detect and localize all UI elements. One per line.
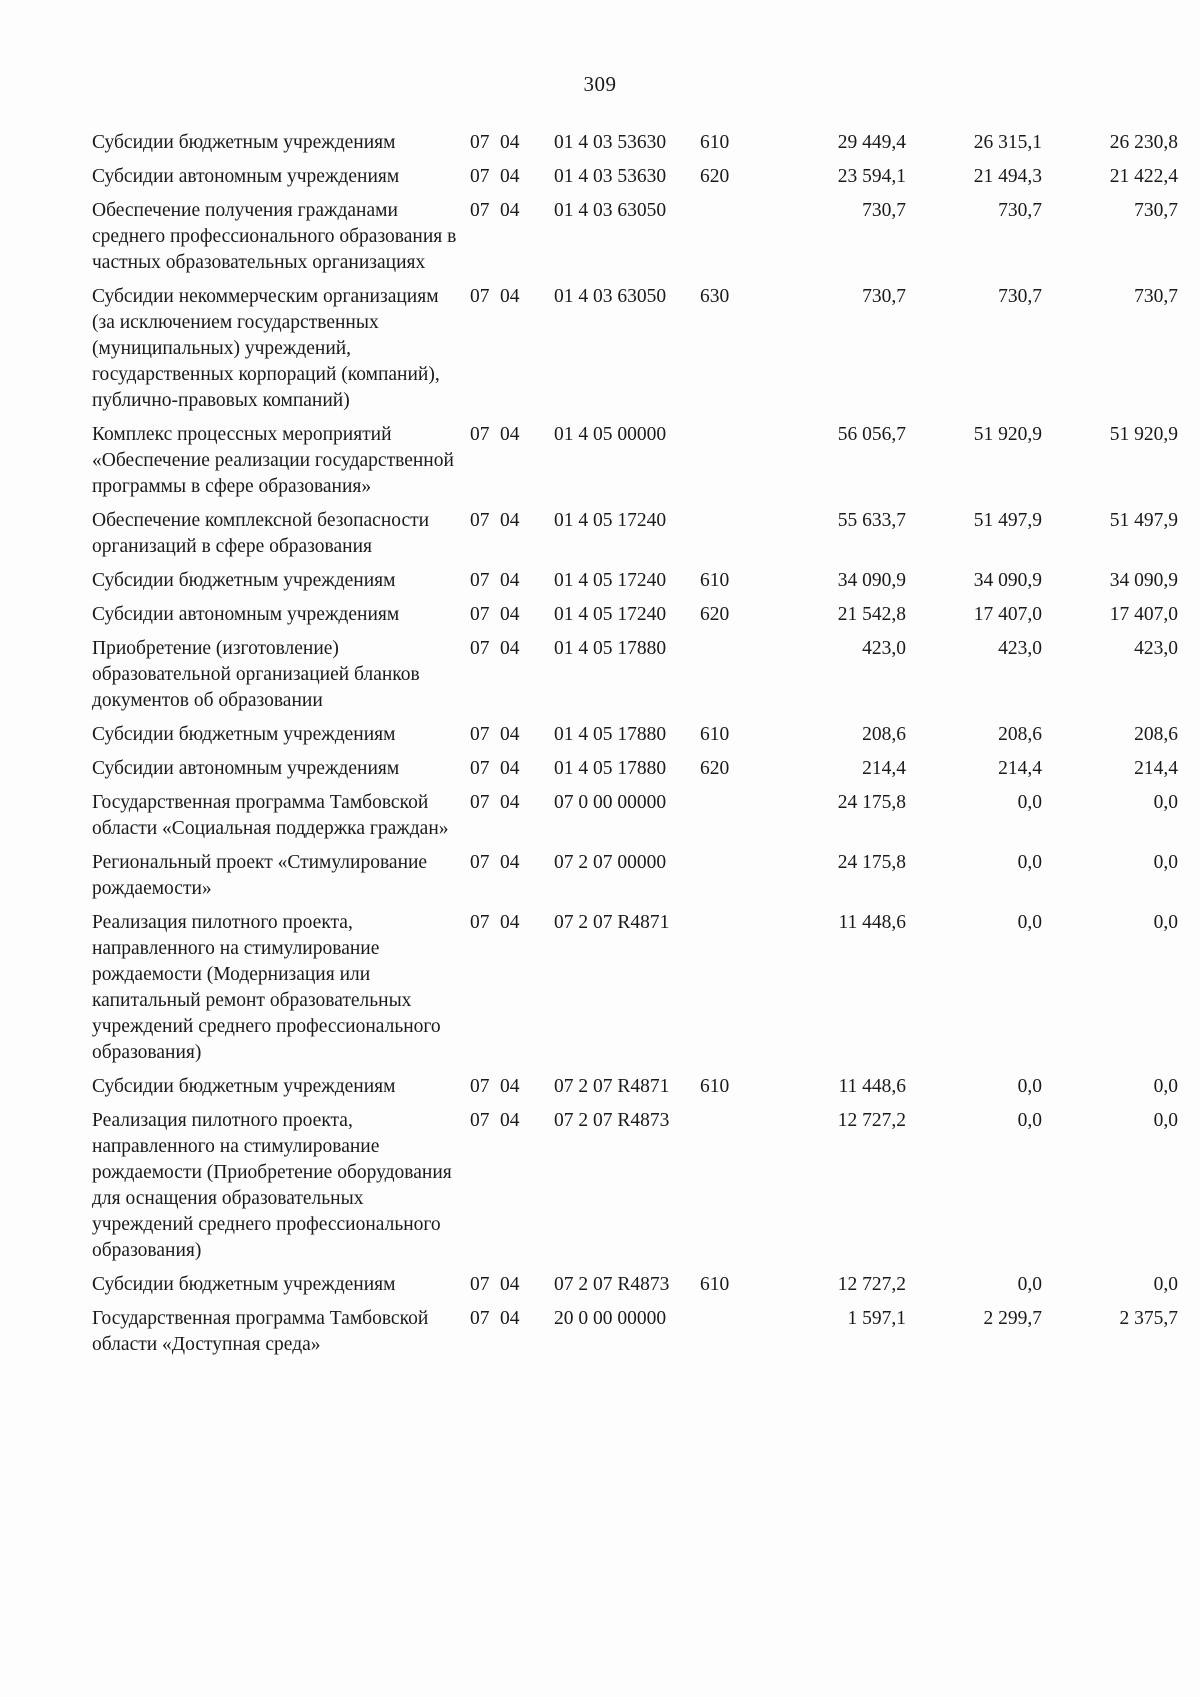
row-value-year2: 0,0 [1017,792,1042,813]
row-name: Субсидии бюджетным учреждениям [92,1274,396,1295]
row-expense-type [700,788,766,848]
row-section-code: 07 [470,424,490,445]
row-value-year1: 730,7 [862,200,906,221]
row-value-year1: 29 449,4 [837,132,906,153]
row-subsection-code: 04 [500,200,520,221]
row-value-year2: 2 299,7 [983,1308,1042,1329]
row-section [464,1072,554,1106]
row-target-code: 20 0 00 00000 [554,1308,667,1329]
row-target-code: 07 0 00 00000 [554,792,667,813]
row-target-code: 01 4 05 17880 [554,638,667,659]
table-row [92,1106,1178,1270]
row-value-year3: 2 375,7 [1119,1308,1178,1329]
row-value-year2: 34 090,9 [973,570,1042,591]
row-section-code: 07 [470,604,490,625]
row-value-year3: 17 407,0 [1109,604,1178,625]
table-row [92,1072,1178,1106]
row-value-year1: 24 175,8 [837,792,906,813]
row-value-year3: 0,0 [1153,1110,1178,1131]
row-value-year1: 730,7 [862,286,906,307]
row-expense-type [700,506,766,566]
table-row [92,566,1178,600]
budget-table-body [92,128,1178,1364]
row-value-year3: 730,7 [1134,200,1178,221]
row-target-code: 01 4 05 17240 [554,510,667,531]
row-value-year3: 21 422,4 [1109,166,1178,187]
row-section-code: 07 [470,1110,490,1131]
row-target-code: 07 2 07 R4873 [554,1110,670,1131]
row-name: Обеспечение комплексной безопасности организаций в сфере образования [92,510,430,557]
row-value-year3: 0,0 [1153,1076,1178,1097]
row-target-code: 01 4 03 63050 [554,200,667,221]
row-target-code: 01 4 05 00000 [554,424,667,445]
row-expense-type: 610 [700,570,730,591]
row-section [464,128,554,162]
row-value-year1: 24 175,8 [837,852,906,873]
row-name: Субсидии бюджетным учреждениям [92,1076,396,1097]
row-subsection-code: 04 [500,166,520,187]
row-section [464,1106,554,1270]
row-name: Реализация пилотного проекта, направленного на стимулирование рождаемости (Приобретение оборудования для оснащения образовательных учреждений среднего профессионального образования) [92,1110,452,1261]
row-value-year2: 423,0 [998,638,1042,659]
row-value-year2: 0,0 [1017,1274,1042,1295]
row-value-year1: 11 448,6 [838,912,906,933]
row-expense-type: 620 [700,758,730,779]
row-value-year3: 26 230,8 [1109,132,1178,153]
row-value-year1: 21 542,8 [837,604,906,625]
table-row [92,128,1178,162]
row-expense-type: 610 [700,1076,730,1097]
row-name: Приобретение (изготовление) образовательной организацией бланков документов об образовании [92,638,420,711]
row-expense-type: 610 [700,724,730,745]
row-subsection-code: 04 [500,1308,520,1329]
row-section [464,634,554,720]
row-target-code: 01 4 03 63050 [554,286,667,307]
row-section [464,908,554,1072]
row-name: Субсидии автономным учреждениям [92,166,400,187]
table-row [92,196,1178,282]
table-row [92,908,1178,1072]
row-section [464,196,554,282]
row-section [464,1304,554,1364]
row-value-year2: 0,0 [1017,852,1042,873]
row-expense-type [700,848,766,908]
row-value-year1: 12 727,2 [837,1110,906,1131]
row-value-year2: 26 315,1 [973,132,1042,153]
row-value-year3: 0,0 [1153,852,1178,873]
table-row [92,1304,1178,1364]
row-expense-type: 620 [700,166,730,187]
row-expense-type: 630 [700,286,730,307]
row-subsection-code: 04 [500,792,520,813]
row-section-code: 07 [470,724,490,745]
row-expense-type [700,908,766,1072]
row-value-year2: 17 407,0 [973,604,1042,625]
row-subsection-code: 04 [500,132,520,153]
row-value-year2: 214,4 [998,758,1042,779]
row-value-year3: 0,0 [1153,912,1178,933]
row-subsection-code: 04 [500,1110,520,1131]
row-value-year3: 730,7 [1134,286,1178,307]
row-value-year1: 423,0 [862,638,906,659]
row-target-code: 01 4 05 17880 [554,724,667,745]
row-section-code: 07 [470,570,490,591]
table-row [92,1270,1178,1304]
row-value-year2: 0,0 [1017,1110,1042,1131]
row-value-year2: 21 494,3 [973,166,1042,187]
row-value-year1: 1 597,1 [847,1308,906,1329]
row-subsection-code: 04 [500,638,520,659]
row-value-year2: 0,0 [1017,1076,1042,1097]
row-section-code: 07 [470,1274,490,1295]
row-value-year2: 208,6 [998,724,1042,745]
row-section-code: 07 [470,510,490,531]
row-value-year2: 51 497,9 [973,510,1042,531]
row-value-year3: 34 090,9 [1109,570,1178,591]
row-section [464,1270,554,1304]
row-section-code: 07 [470,1308,490,1329]
row-value-year1: 208,6 [862,724,906,745]
table-row [92,788,1178,848]
row-section-code: 07 [470,758,490,779]
row-name: Субсидии автономным учреждениям [92,604,400,625]
row-section [464,506,554,566]
table-row [92,506,1178,566]
row-value-year1: 12 727,2 [837,1274,906,1295]
row-subsection-code: 04 [500,510,520,531]
row-value-year1: 55 633,7 [837,510,906,531]
table-row [92,420,1178,506]
table-row [92,162,1178,196]
row-section [464,420,554,506]
row-section-code: 07 [470,852,490,873]
budget-table [92,128,1178,1364]
row-section-code: 07 [470,1076,490,1097]
row-name: Государственная программа Тамбовской области «Доступная среда» [92,1308,429,1355]
table-row [92,282,1178,420]
table-row [92,720,1178,754]
row-section-code: 07 [470,132,490,153]
row-section [464,848,554,908]
table-row [92,848,1178,908]
row-section [464,566,554,600]
row-target-code: 01 4 05 17880 [554,758,667,779]
row-expense-type [700,634,766,720]
row-expense-type [700,1304,766,1364]
row-target-code: 01 4 03 53630 [554,132,667,153]
row-section [464,720,554,754]
row-name: Субсидии бюджетным учреждениям [92,132,396,153]
row-name: Региональный проект «Стимулирование рождаемости» [92,852,428,899]
row-section-code: 07 [470,200,490,221]
row-value-year1: 11 448,6 [838,1076,906,1097]
row-value-year1: 214,4 [862,758,906,779]
row-expense-type [700,420,766,506]
row-section [464,600,554,634]
row-section [464,282,554,420]
table-row [92,634,1178,720]
row-section [464,788,554,848]
row-target-code: 07 2 07 R4873 [554,1274,670,1295]
row-value-year1: 23 594,1 [837,166,906,187]
row-value-year1: 34 090,9 [837,570,906,591]
row-target-code: 01 4 05 17240 [554,570,667,591]
row-subsection-code: 04 [500,1076,520,1097]
row-value-year2: 51 920,9 [973,424,1042,445]
row-section-code: 07 [470,166,490,187]
row-value-year3: 0,0 [1153,792,1178,813]
row-target-code: 01 4 03 53630 [554,166,667,187]
row-name: Обеспечение получения гражданами среднего профессионального образования в частных образовательных организациях [92,200,457,273]
row-target-code: 01 4 05 17240 [554,604,667,625]
row-value-year3: 214,4 [1134,758,1178,779]
row-subsection-code: 04 [500,758,520,779]
row-section-code: 07 [470,792,490,813]
row-value-year3: 51 497,9 [1109,510,1178,531]
row-name: Субсидии бюджетным учреждениям [92,724,396,745]
row-name: Государственная программа Тамбовской области «Социальная поддержка граждан» [92,792,449,839]
row-value-year2: 730,7 [998,200,1042,221]
table-row [92,600,1178,634]
row-subsection-code: 04 [500,424,520,445]
row-value-year3: 0,0 [1153,1274,1178,1295]
row-subsection-code: 04 [500,912,520,933]
row-section-code: 07 [470,638,490,659]
row-target-code: 07 2 07 00000 [554,852,667,873]
row-subsection-code: 04 [500,570,520,591]
row-expense-type: 610 [700,132,730,153]
page-number: 309 [583,72,617,96]
row-subsection-code: 04 [500,724,520,745]
row-section [464,162,554,196]
row-target-code: 07 2 07 R4871 [554,1076,670,1097]
row-target-code: 07 2 07 R4871 [554,912,670,933]
row-expense-type: 610 [700,1274,730,1295]
row-name: Реализация пилотного проекта, направленного на стимулирование рождаемости (Модернизация или капитальный ремонт образовательных учреждений среднего профессионального образования) [92,912,441,1063]
row-section-code: 07 [470,286,490,307]
row-value-year2: 0,0 [1017,912,1042,933]
row-name: Субсидии некоммерческим организациям (за исключением государственных (муниципальных) учреждений, государственных корпораций (компаний), публично-правовых компаний) [92,286,440,411]
row-value-year3: 423,0 [1134,638,1178,659]
row-name: Субсидии бюджетным учреждениям [92,570,396,591]
row-value-year3: 51 920,9 [1109,424,1178,445]
row-value-year3: 208,6 [1134,724,1178,745]
row-subsection-code: 04 [500,604,520,625]
row-name: Субсидии автономным учреждениям [92,758,400,779]
row-value-year2: 730,7 [998,286,1042,307]
table-row [92,754,1178,788]
row-name: Комплекс процессных мероприятий «Обеспечение реализации государственной программы в сфере образования» [92,424,454,497]
row-expense-type [700,196,766,282]
row-subsection-code: 04 [500,852,520,873]
row-subsection-code: 04 [500,286,520,307]
row-section-code: 07 [470,912,490,933]
row-expense-type [700,1106,766,1270]
row-value-year1: 56 056,7 [837,424,906,445]
row-expense-type: 620 [700,604,730,625]
row-section [464,754,554,788]
row-subsection-code: 04 [500,1274,520,1295]
